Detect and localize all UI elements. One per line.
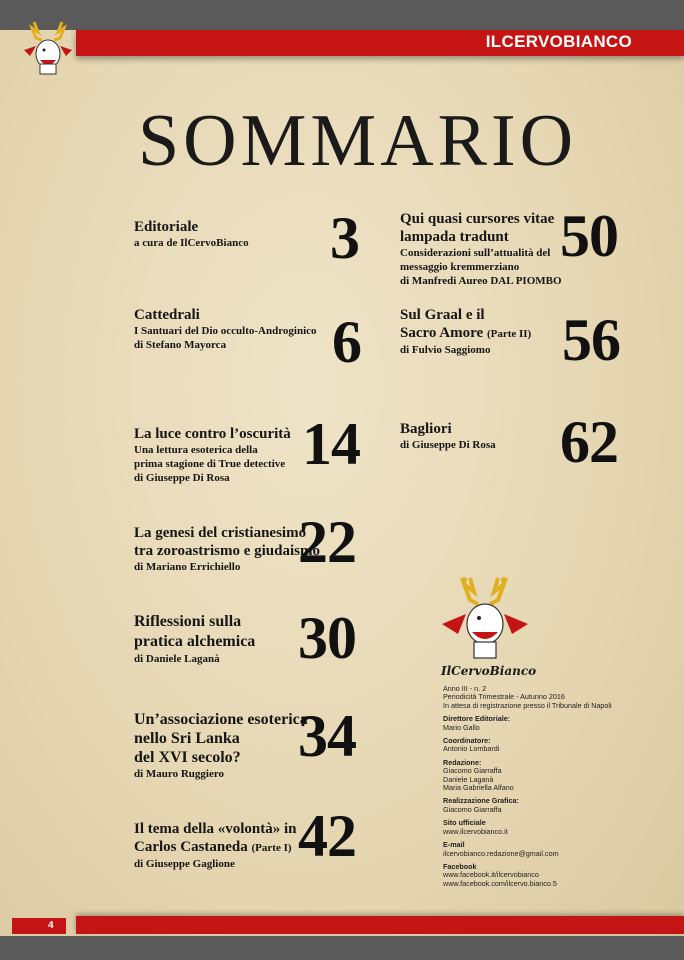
page-title: SOMMARIO [138, 100, 578, 182]
entry-title: nello Sri Lanka [134, 730, 240, 747]
coordinator-label: Coordinatore: [443, 736, 491, 746]
header-bar [76, 30, 684, 56]
entry-title: Editoriale [134, 219, 199, 235]
toc-entry[interactable] [134, 710, 308, 781]
page-number: 22 [298, 509, 356, 575]
entry-subtitle: Una lettura esoterica della [134, 444, 258, 456]
graphics-label: Realizzazione Grafica: [443, 796, 519, 806]
entry-title: Sacro Amore [400, 325, 484, 341]
toc-entry[interactable] [134, 820, 297, 871]
entry-subtitle: messaggio kremmerziano [400, 261, 520, 273]
page-number: 56 [562, 307, 620, 373]
page-number: 62 [560, 409, 618, 475]
entry-author: di Stefano Mayorca [134, 339, 227, 351]
bottom-frame [0, 936, 684, 960]
registration-note: In attesa di registrazione presso il Tribunale di Napoli [443, 700, 612, 710]
entry-title: Il tema della «volontà» in [134, 821, 297, 837]
page-number: 34 [298, 703, 356, 769]
toc-entry[interactable] [400, 306, 531, 357]
entry-author: di Mariano Errichiello [134, 561, 241, 573]
editorial-label: Redazione: [443, 757, 482, 767]
entry-title: Riflessioni sulla [134, 613, 242, 630]
entry-title: del XVI secolo? [134, 749, 241, 766]
entry-author: di Fulvio Saggiomo [400, 344, 491, 356]
toc-entry[interactable] [134, 612, 255, 666]
periodicity: Periodicità Trimestrale - Autunno 2016 [443, 692, 565, 702]
toc-entry[interactable] [134, 218, 249, 250]
entry-title: La genesi del cristianesimo [134, 525, 307, 541]
facebook-link[interactable]: www.facebook.com/ilcervo.bianco.5 [443, 878, 557, 888]
entry-title: pratica alchemica [134, 633, 256, 650]
toc-entry[interactable] [134, 524, 320, 574]
graphics-name: Giacomo Giarraffa [443, 804, 502, 814]
email-link[interactable]: ilcervobianco.redazione@gmail.com [443, 848, 559, 858]
page-number: 30 [298, 605, 356, 671]
editor-name: Maria Gabriella Alfano [443, 783, 514, 793]
page-number: 14 [302, 411, 360, 477]
footer-bar [0, 916, 684, 936]
entry-title: Bagliori [400, 421, 452, 437]
facebook-link[interactable]: www.facebook.it/ilcervobianco [443, 870, 539, 880]
page-number: 3 [330, 205, 359, 271]
page-number: 50 [560, 203, 618, 269]
toc-entry[interactable] [134, 425, 291, 485]
entry-part: (Parte II) [486, 328, 532, 340]
brand-name: ILCERVOBIANCO [485, 32, 632, 51]
page-number: 42 [298, 803, 356, 869]
entry-title: lampada tradunt [400, 229, 509, 245]
entry-author: a cura de IlCervoBianco [134, 237, 249, 249]
entry-title: Un’associazione esoterica [134, 711, 308, 728]
entry-author: di Giuseppe Gaglione [134, 858, 235, 870]
toc-entry[interactable] [134, 306, 317, 352]
entry-title: La luce contro l’oscurità [134, 426, 291, 442]
entry-author: di Mauro Ruggiero [134, 768, 225, 780]
entry-title: Sul Graal e il [400, 307, 485, 323]
toc-entry[interactable] [400, 210, 562, 288]
editor-name: Daniele Laganà [443, 774, 494, 784]
director-label: Direttore Editoriale: [443, 714, 511, 724]
email-label: E-mail [443, 840, 465, 850]
footer-red-band [76, 916, 684, 934]
entry-title: Cattedrali [134, 307, 200, 323]
entry-author: di Giuseppe Di Rosa [400, 439, 496, 451]
page-number: 6 [332, 309, 361, 375]
editor-name: Giacomo Giarraffa [443, 766, 502, 776]
entry-part: (Parte I) [251, 842, 292, 854]
top-frame [0, 0, 684, 30]
entry-author: di Daniele Laganà [134, 653, 220, 665]
colophon [443, 685, 663, 888]
entry-author: di Giuseppe Di Rosa [134, 472, 230, 484]
entry-title: tra zoroastrismo e giudaismo [134, 543, 320, 559]
footer-page-number: 4 [12, 918, 66, 934]
issue-number: Anno III - n. 2 [443, 684, 487, 693]
director-name: Mario Gallo [443, 722, 480, 732]
deer-emblem-icon [440, 572, 530, 664]
coordinator-name: Antonio Lombardi [443, 744, 500, 754]
facebook-label: Facebook [443, 861, 477, 871]
entry-subtitle: Considerazioni sull’attualità del [400, 247, 551, 259]
entry-subtitle: prima stagione di True detective [134, 458, 286, 470]
entry-subtitle: I Santuari del Dio occulto-Androginico [134, 325, 317, 337]
site-link[interactable]: www.ilcervobianco.it [443, 826, 508, 836]
entry-title: Qui quasi cursores vitae [400, 211, 555, 227]
deer-logo-icon [20, 16, 76, 80]
masthead-logo: IlCervoBianco [441, 664, 537, 678]
site-label: Sito ufficiale [443, 818, 486, 828]
toc-entry[interactable] [400, 420, 496, 452]
entry-author: di Manfredi Aureo DAL PIOMBO [400, 275, 562, 287]
entry-title: Carlos Castaneda [134, 839, 248, 855]
